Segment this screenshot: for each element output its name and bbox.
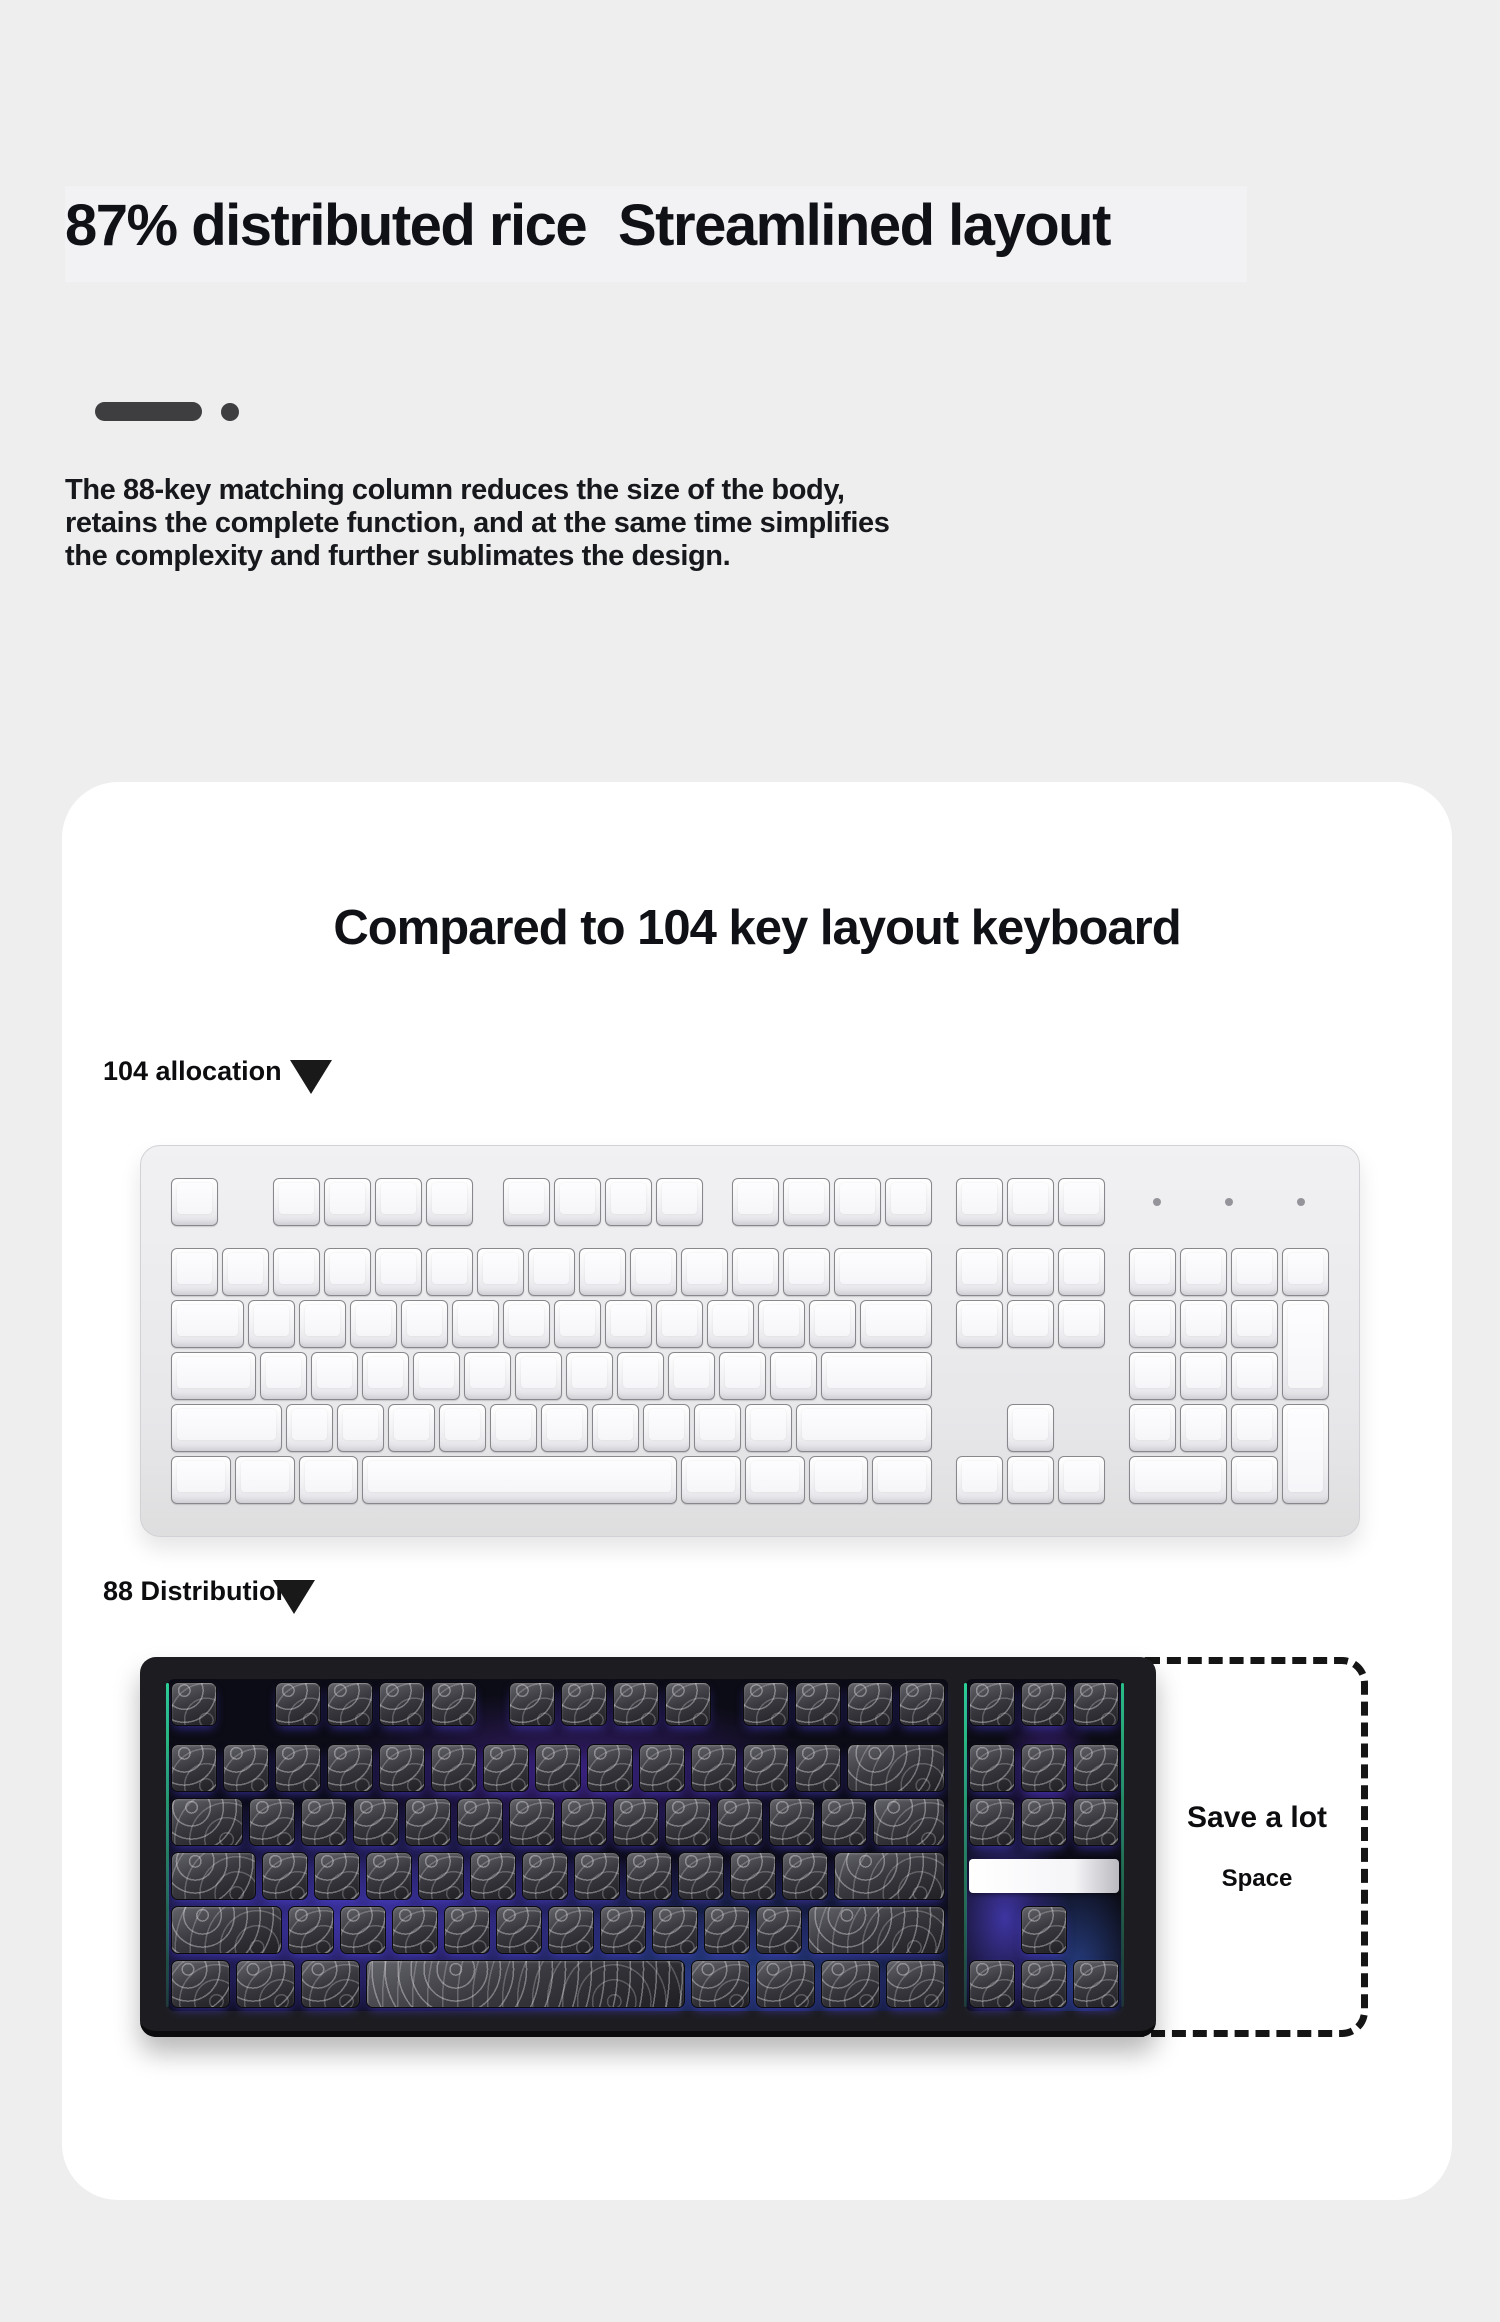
keycap — [171, 1960, 230, 2008]
keycap — [730, 1852, 776, 1900]
keycap — [656, 1178, 703, 1226]
key-gap — [475, 1176, 501, 1228]
keycap — [509, 1682, 555, 1726]
keycap — [834, 1852, 945, 1900]
keycap — [1007, 1300, 1054, 1348]
keycap — [223, 1744, 269, 1792]
save-space-text: Save a lot — [1186, 1801, 1328, 1834]
keycap — [405, 1798, 451, 1846]
keycap — [795, 1744, 841, 1792]
keycap — [1021, 1798, 1067, 1846]
keycap — [392, 1906, 438, 1954]
keycap — [681, 1248, 728, 1296]
keycap — [899, 1682, 945, 1726]
key-row — [1127, 1298, 1331, 1350]
keycap — [745, 1456, 805, 1504]
key-gap — [1056, 1402, 1107, 1454]
keycap — [548, 1906, 594, 1954]
key-gap — [220, 1679, 272, 1729]
keycap — [1021, 1906, 1067, 1954]
keycap — [626, 1852, 672, 1900]
card-title: Compared to 104 key layout keyboard — [333, 901, 1181, 955]
keycap — [956, 1456, 1003, 1504]
keycap — [782, 1852, 828, 1900]
keycap — [477, 1248, 524, 1296]
keycap — [885, 1178, 932, 1226]
keycap — [613, 1682, 659, 1726]
led-indicator-icon — [1225, 1198, 1233, 1206]
keycap — [1073, 1682, 1119, 1726]
keyboard-88-image — [140, 1657, 1156, 2037]
keycap — [1007, 1404, 1054, 1452]
keycap — [464, 1352, 511, 1400]
key-row — [966, 1741, 1122, 1795]
hero-heading-secondary: Streamlined layout — [618, 193, 1110, 258]
keycap — [1073, 1744, 1119, 1792]
key-gap — [705, 1176, 731, 1228]
keycap — [872, 1456, 932, 1504]
keycap — [1021, 1744, 1067, 1792]
keycap — [353, 1798, 399, 1846]
keycap — [1021, 1960, 1067, 2008]
keycap — [969, 1744, 1015, 1792]
keycap — [171, 1456, 231, 1504]
key-row — [966, 1795, 1122, 1849]
keycap — [311, 1352, 358, 1400]
keycap — [288, 1906, 334, 1954]
keycap — [681, 1456, 741, 1504]
comparison-card — [62, 782, 1452, 2200]
keycap — [969, 1682, 1015, 1726]
keycap — [617, 1352, 664, 1400]
keycap — [821, 1352, 932, 1400]
keycap — [969, 1960, 1015, 2008]
key-row — [954, 1402, 1107, 1454]
key-row — [168, 1741, 948, 1795]
keycap — [260, 1352, 307, 1400]
keycap — [275, 1682, 321, 1726]
keycap — [652, 1906, 698, 1954]
key-row — [169, 1350, 934, 1402]
keycap — [579, 1248, 626, 1296]
keycap — [248, 1300, 295, 1348]
keycap — [796, 1404, 932, 1452]
keycap — [1058, 1248, 1105, 1296]
keycap — [171, 1852, 256, 1900]
keycap — [431, 1682, 477, 1726]
keycap — [745, 1404, 792, 1452]
keycap — [375, 1178, 422, 1226]
key-row — [168, 1957, 948, 2011]
key-gap — [1070, 1903, 1122, 1957]
keycap — [379, 1682, 425, 1726]
keycap — [483, 1744, 529, 1792]
label-88-distribution: 88 Distribution — [103, 1576, 293, 1606]
keycap — [426, 1248, 473, 1296]
keycap — [362, 1352, 409, 1400]
keycap — [1007, 1178, 1054, 1226]
keycap — [388, 1404, 435, 1452]
led-indicator-icon — [1297, 1198, 1305, 1206]
keycap — [171, 1352, 256, 1400]
keycap — [656, 1300, 703, 1348]
key-gap — [714, 1679, 740, 1729]
keycap — [956, 1300, 1003, 1348]
hero-paragraph-line-1: The 88-key matching column reduces the size of the body, — [65, 474, 845, 506]
key-row — [954, 1176, 1107, 1228]
keycap — [561, 1682, 607, 1726]
keycap — [1180, 1300, 1227, 1348]
keycap — [1180, 1248, 1227, 1296]
keycap — [1282, 1300, 1329, 1400]
keycap — [426, 1178, 473, 1226]
keycap — [758, 1300, 805, 1348]
keycap — [171, 1300, 244, 1348]
keycap — [431, 1744, 477, 1792]
keycap — [821, 1960, 880, 2008]
keycap — [665, 1798, 711, 1846]
keycap — [273, 1178, 320, 1226]
keycap — [665, 1682, 711, 1726]
keycap — [324, 1178, 371, 1226]
keycap — [600, 1906, 646, 1954]
keycap — [1058, 1178, 1105, 1226]
keycap — [362, 1456, 677, 1504]
keycap — [1231, 1352, 1278, 1400]
keycap — [444, 1906, 490, 1954]
triangle-down-icon — [273, 1580, 315, 1614]
key-row — [966, 1957, 1122, 2011]
keycap — [743, 1744, 789, 1792]
keycap — [795, 1682, 841, 1726]
keycap — [756, 1960, 815, 2008]
keycap — [1129, 1300, 1176, 1348]
keycap — [566, 1352, 613, 1400]
keyboard-section-numpad — [1127, 1176, 1331, 1504]
key-row — [954, 1298, 1107, 1350]
keycap — [956, 1178, 1003, 1226]
keycap — [1073, 1960, 1119, 2008]
keycap — [301, 1960, 360, 2008]
keycap — [171, 1178, 218, 1226]
keycap — [886, 1960, 945, 2008]
keyboard-section-nav — [954, 1176, 1107, 1504]
keycap — [327, 1682, 373, 1726]
keycap — [301, 1798, 347, 1846]
keyboard-section-main — [169, 1176, 934, 1504]
key-row — [168, 1679, 948, 1729]
keycap — [574, 1852, 620, 1900]
keycap — [809, 1456, 869, 1504]
keycap — [470, 1852, 516, 1900]
keycap — [1231, 1456, 1278, 1504]
keycap — [324, 1248, 371, 1296]
save-space-box — [1120, 1657, 1368, 2037]
keycap — [834, 1178, 881, 1226]
keycap — [643, 1404, 690, 1452]
keycap — [1282, 1404, 1329, 1504]
keycap — [1129, 1248, 1176, 1296]
keycap — [171, 1798, 243, 1846]
label-104-allocation: 104 allocation — [103, 1056, 282, 1086]
keycap — [171, 1682, 217, 1726]
key-gap — [954, 1402, 1005, 1454]
keycap — [554, 1300, 601, 1348]
keycap — [1231, 1300, 1278, 1348]
keycap — [275, 1744, 321, 1792]
keycap — [605, 1300, 652, 1348]
keycap — [1007, 1248, 1054, 1296]
keycap — [783, 1178, 830, 1226]
keycap — [171, 1744, 217, 1792]
keycap — [860, 1300, 933, 1348]
keycap — [496, 1906, 542, 1954]
key-row — [1127, 1246, 1331, 1298]
keycap — [1021, 1682, 1067, 1726]
keycap — [366, 1852, 412, 1900]
keycap — [273, 1248, 320, 1296]
keycap — [732, 1178, 779, 1226]
keycap — [1073, 1798, 1119, 1846]
keycap — [171, 1404, 282, 1452]
keycap — [418, 1852, 464, 1900]
divider-dot-icon — [221, 403, 239, 421]
keycap — [171, 1906, 282, 1954]
keycap — [639, 1744, 685, 1792]
keycap — [222, 1248, 269, 1296]
key-row — [169, 1246, 934, 1298]
keycap — [503, 1300, 550, 1348]
keycap — [694, 1404, 741, 1452]
keycap — [630, 1248, 677, 1296]
key-row — [169, 1454, 934, 1506]
keycap — [515, 1352, 562, 1400]
keyboard-section-main — [168, 1679, 948, 2011]
keyboard-section-cluster — [966, 1679, 1122, 2011]
keycap — [704, 1906, 750, 1954]
key-row — [169, 1298, 934, 1350]
keycap — [587, 1744, 633, 1792]
key-row — [169, 1176, 934, 1228]
keycap — [1231, 1404, 1278, 1452]
keycap — [236, 1960, 295, 2008]
keycap — [413, 1352, 460, 1400]
keycap — [770, 1352, 817, 1400]
keycap — [1058, 1456, 1105, 1504]
key-row — [168, 1795, 948, 1849]
hero-paragraph-line-3: the complexity and further sublimates the design. — [65, 540, 731, 572]
keycap — [1129, 1456, 1227, 1504]
keycap — [1129, 1352, 1176, 1400]
keycap — [678, 1852, 724, 1900]
keycap — [366, 1960, 685, 2008]
keycap — [337, 1404, 384, 1452]
keycap — [719, 1352, 766, 1400]
triangle-down-icon — [290, 1060, 332, 1094]
keycap — [286, 1404, 333, 1452]
keycap — [509, 1798, 555, 1846]
keycap — [457, 1798, 503, 1846]
key-gap — [220, 1176, 271, 1228]
keycap — [969, 1798, 1015, 1846]
key-row — [966, 1903, 1122, 1957]
keycap — [327, 1744, 373, 1792]
keycap — [1129, 1404, 1176, 1452]
key-row — [1127, 1176, 1331, 1228]
keycap — [350, 1300, 397, 1348]
keycap — [691, 1960, 750, 2008]
keycap — [834, 1248, 932, 1296]
keycap — [691, 1744, 737, 1792]
key-row — [954, 1246, 1107, 1298]
keycap — [1007, 1456, 1054, 1504]
key-row — [168, 1849, 948, 1903]
keycap — [235, 1456, 295, 1504]
keycap — [299, 1300, 346, 1348]
keycap — [375, 1248, 422, 1296]
keycap — [314, 1852, 360, 1900]
keycap — [535, 1744, 581, 1792]
keycap — [605, 1178, 652, 1226]
brand-badge — [969, 1859, 1119, 1893]
keyboard-104-image — [140, 1145, 1360, 1537]
led-indicator-icon — [1153, 1198, 1161, 1206]
keycap — [1058, 1300, 1105, 1348]
key-row — [1127, 1402, 1331, 1454]
keycap — [613, 1798, 659, 1846]
key-row — [168, 1903, 948, 1957]
keycap — [379, 1744, 425, 1792]
keycap — [743, 1682, 789, 1726]
keycap — [809, 1300, 856, 1348]
keycap — [554, 1178, 601, 1226]
divider-pill — [95, 402, 202, 421]
key-row — [954, 1454, 1107, 1506]
keycap — [821, 1798, 867, 1846]
save-space-subtext: Space — [1221, 1865, 1293, 1892]
keycap — [171, 1248, 218, 1296]
keycap — [299, 1456, 359, 1504]
keycap — [732, 1248, 779, 1296]
hero-heading-primary: 87% distributed rice — [65, 193, 587, 258]
key-gap — [480, 1679, 506, 1729]
keycap — [873, 1798, 945, 1846]
keycap — [503, 1178, 550, 1226]
keycap — [522, 1852, 568, 1900]
keycap — [249, 1798, 295, 1846]
keycap — [452, 1300, 499, 1348]
keycap — [262, 1852, 308, 1900]
keycap — [847, 1682, 893, 1726]
key-row — [966, 1679, 1122, 1729]
hero-paragraph-line-2: retains the complete function, and at the same time simplifies — [65, 507, 890, 539]
key-row — [966, 1849, 1122, 1903]
keycap — [401, 1300, 448, 1348]
keycap — [541, 1404, 588, 1452]
key-row — [954, 1350, 1107, 1402]
hero-paragraph — [65, 474, 889, 573]
keycap — [1231, 1248, 1278, 1296]
keycap — [717, 1798, 763, 1846]
keycap — [783, 1248, 830, 1296]
keycap — [668, 1352, 715, 1400]
keycap — [847, 1744, 945, 1792]
key-gap — [966, 1903, 1018, 1957]
keycap — [1180, 1352, 1227, 1400]
keycap — [490, 1404, 537, 1452]
keycap — [528, 1248, 575, 1296]
keycap — [1282, 1248, 1329, 1296]
keycap — [561, 1798, 607, 1846]
keycap — [756, 1906, 802, 1954]
keycap — [707, 1300, 754, 1348]
keycap — [439, 1404, 486, 1452]
keycap — [1180, 1404, 1227, 1452]
keycap — [769, 1798, 815, 1846]
keycap — [956, 1248, 1003, 1296]
keycap — [340, 1906, 386, 1954]
key-row — [169, 1402, 934, 1454]
keycap — [808, 1906, 945, 1954]
keycap — [592, 1404, 639, 1452]
